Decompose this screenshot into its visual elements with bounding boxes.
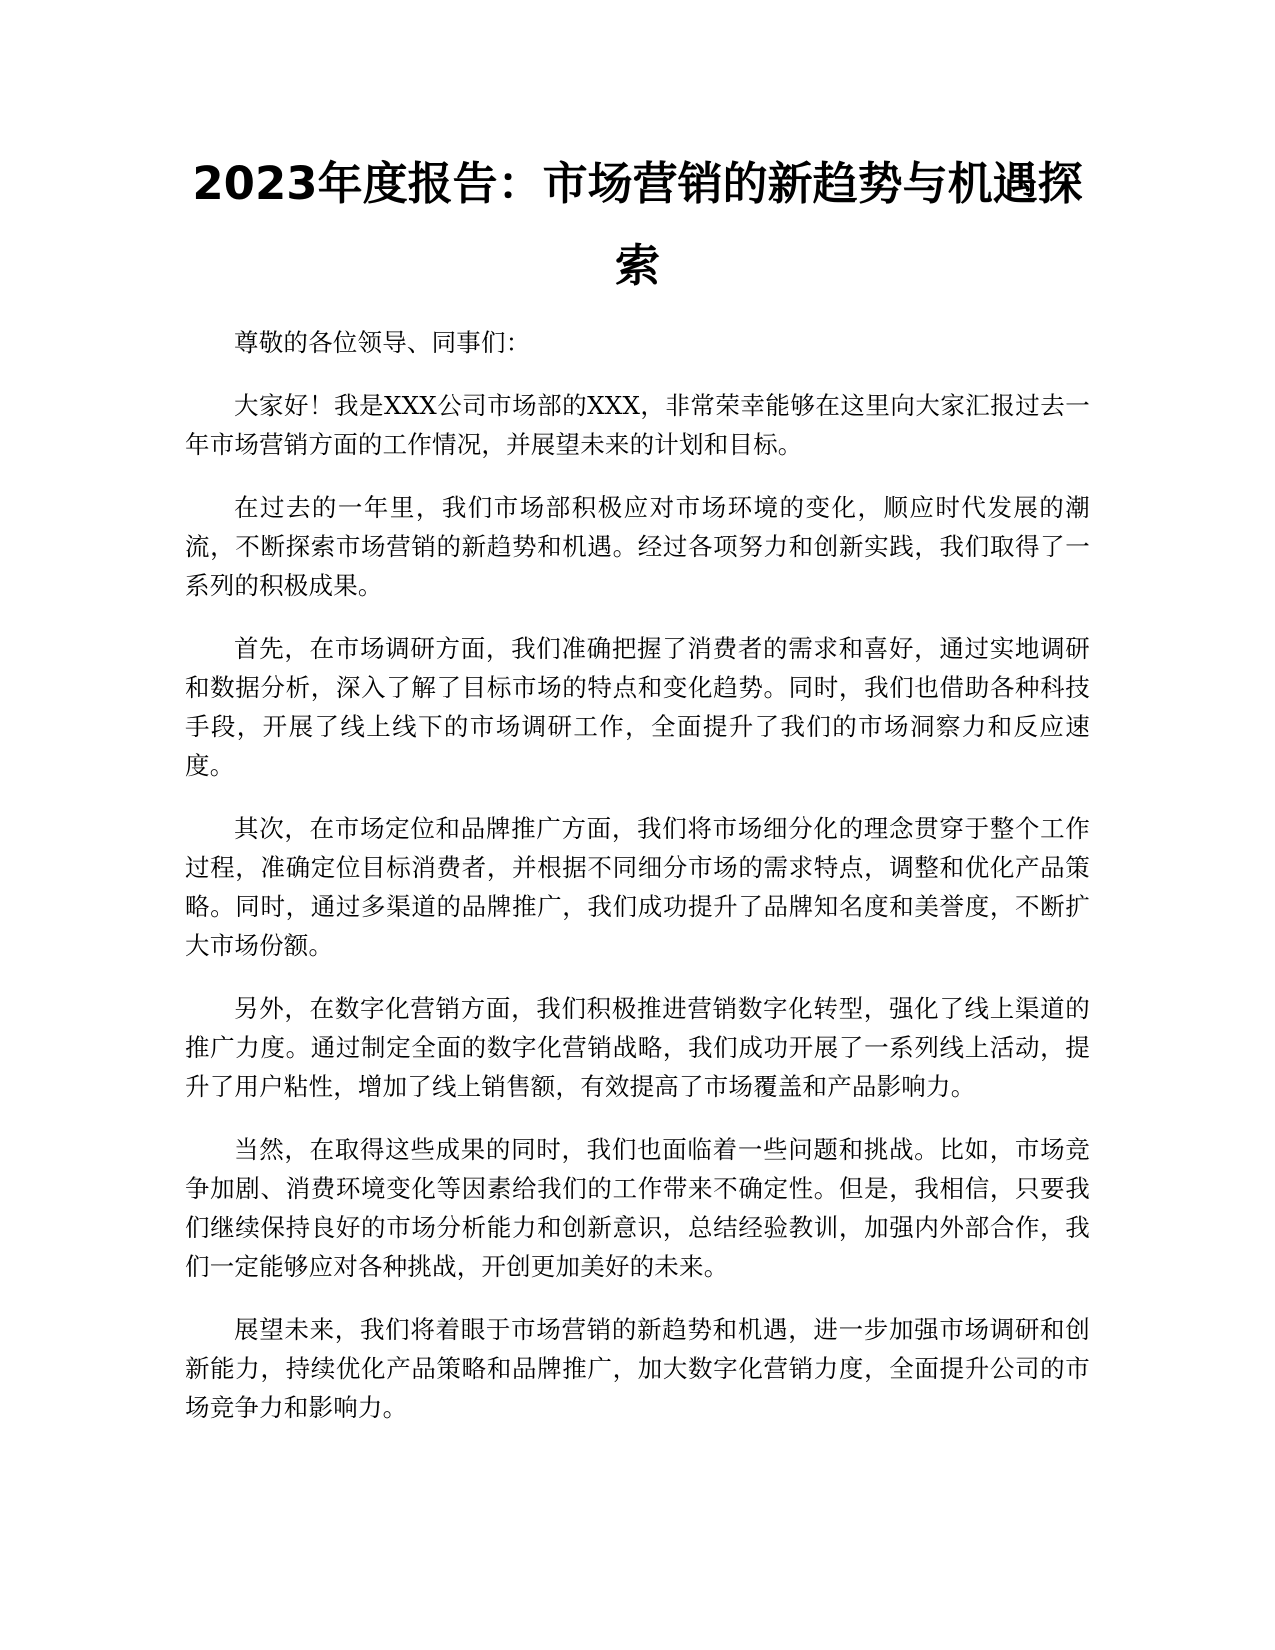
document-title: 2023年度报告：市场营销的新趋势与机遇探索 — [192, 157, 1083, 292]
introduction-paragraph: 大家好！我是XXX公司市场部的XXX，非常荣幸能够在这里向大家汇报过去一年市场营销方面的工作情况，并展望未来的计划和目标。 — [185, 391, 1090, 459]
brand-positioning-paragraph: 其次，在市场定位和品牌推广方面，我们将市场细分化的理念贯穿于整个工作过程，准确定位目标消费者，并根据不同细分市场的需求特点，调整和优化产品策略。同时，通过多渠道的品牌推广，我们成功提升了品牌知名度和美誉度，不断扩大市场份额。 — [185, 814, 1090, 960]
salutation-paragraph: 尊敬的各位领导、同事们： — [234, 328, 531, 357]
outlook-paragraph: 展望未来，我们将着眼于市场营销的新趋势和机遇，进一步加强市场调研和创新能力，持续优化产品策略和品牌推广，加大数字化营销力度，全面提升公司的市场竞争力和影响力。 — [185, 1315, 1090, 1422]
digital-marketing-paragraph: 另外，在数字化营销方面，我们积极推进营销数字化转型，强化了线上渠道的推广力度。通过制定全面的数字化营销战略，我们成功开展了一系列线上活动，提升了用户粘性，增加了线上销售额，有效提高了市场覆盖和产品影响力。 — [185, 994, 1090, 1101]
document-body — [185, 323, 1090, 1451]
market-research-paragraph: 首先，在市场调研方面，我们准确把握了消费者的需求和喜好，通过实地调研和数据分析，深入了解了目标市场的特点和变化趋势。同时，我们也借助各种科技手段，开展了线上线下的市场调研工作，全面提升了我们的市场洞察力和反应速度。 — [185, 634, 1090, 780]
overview-paragraph: 在过去的一年里，我们市场部积极应对市场环境的变化，顺应时代发展的潮流，不断探索市场营销的新趋势和机遇。经过各项努力和创新实践，我们取得了一系列的积极成果。 — [185, 493, 1090, 600]
challenges-paragraph: 当然，在取得这些成果的同时，我们也面临着一些问题和挑战。比如，市场竞争加剧、消费环境变化等因素给我们的工作带来不确定性。但是，我相信，只要我们继续保持良好的市场分析能力和创新意识，总结经验教训，加强内外部合作，我们一定能够应对各种挑战，开创更加美好的未来。 — [185, 1135, 1090, 1281]
